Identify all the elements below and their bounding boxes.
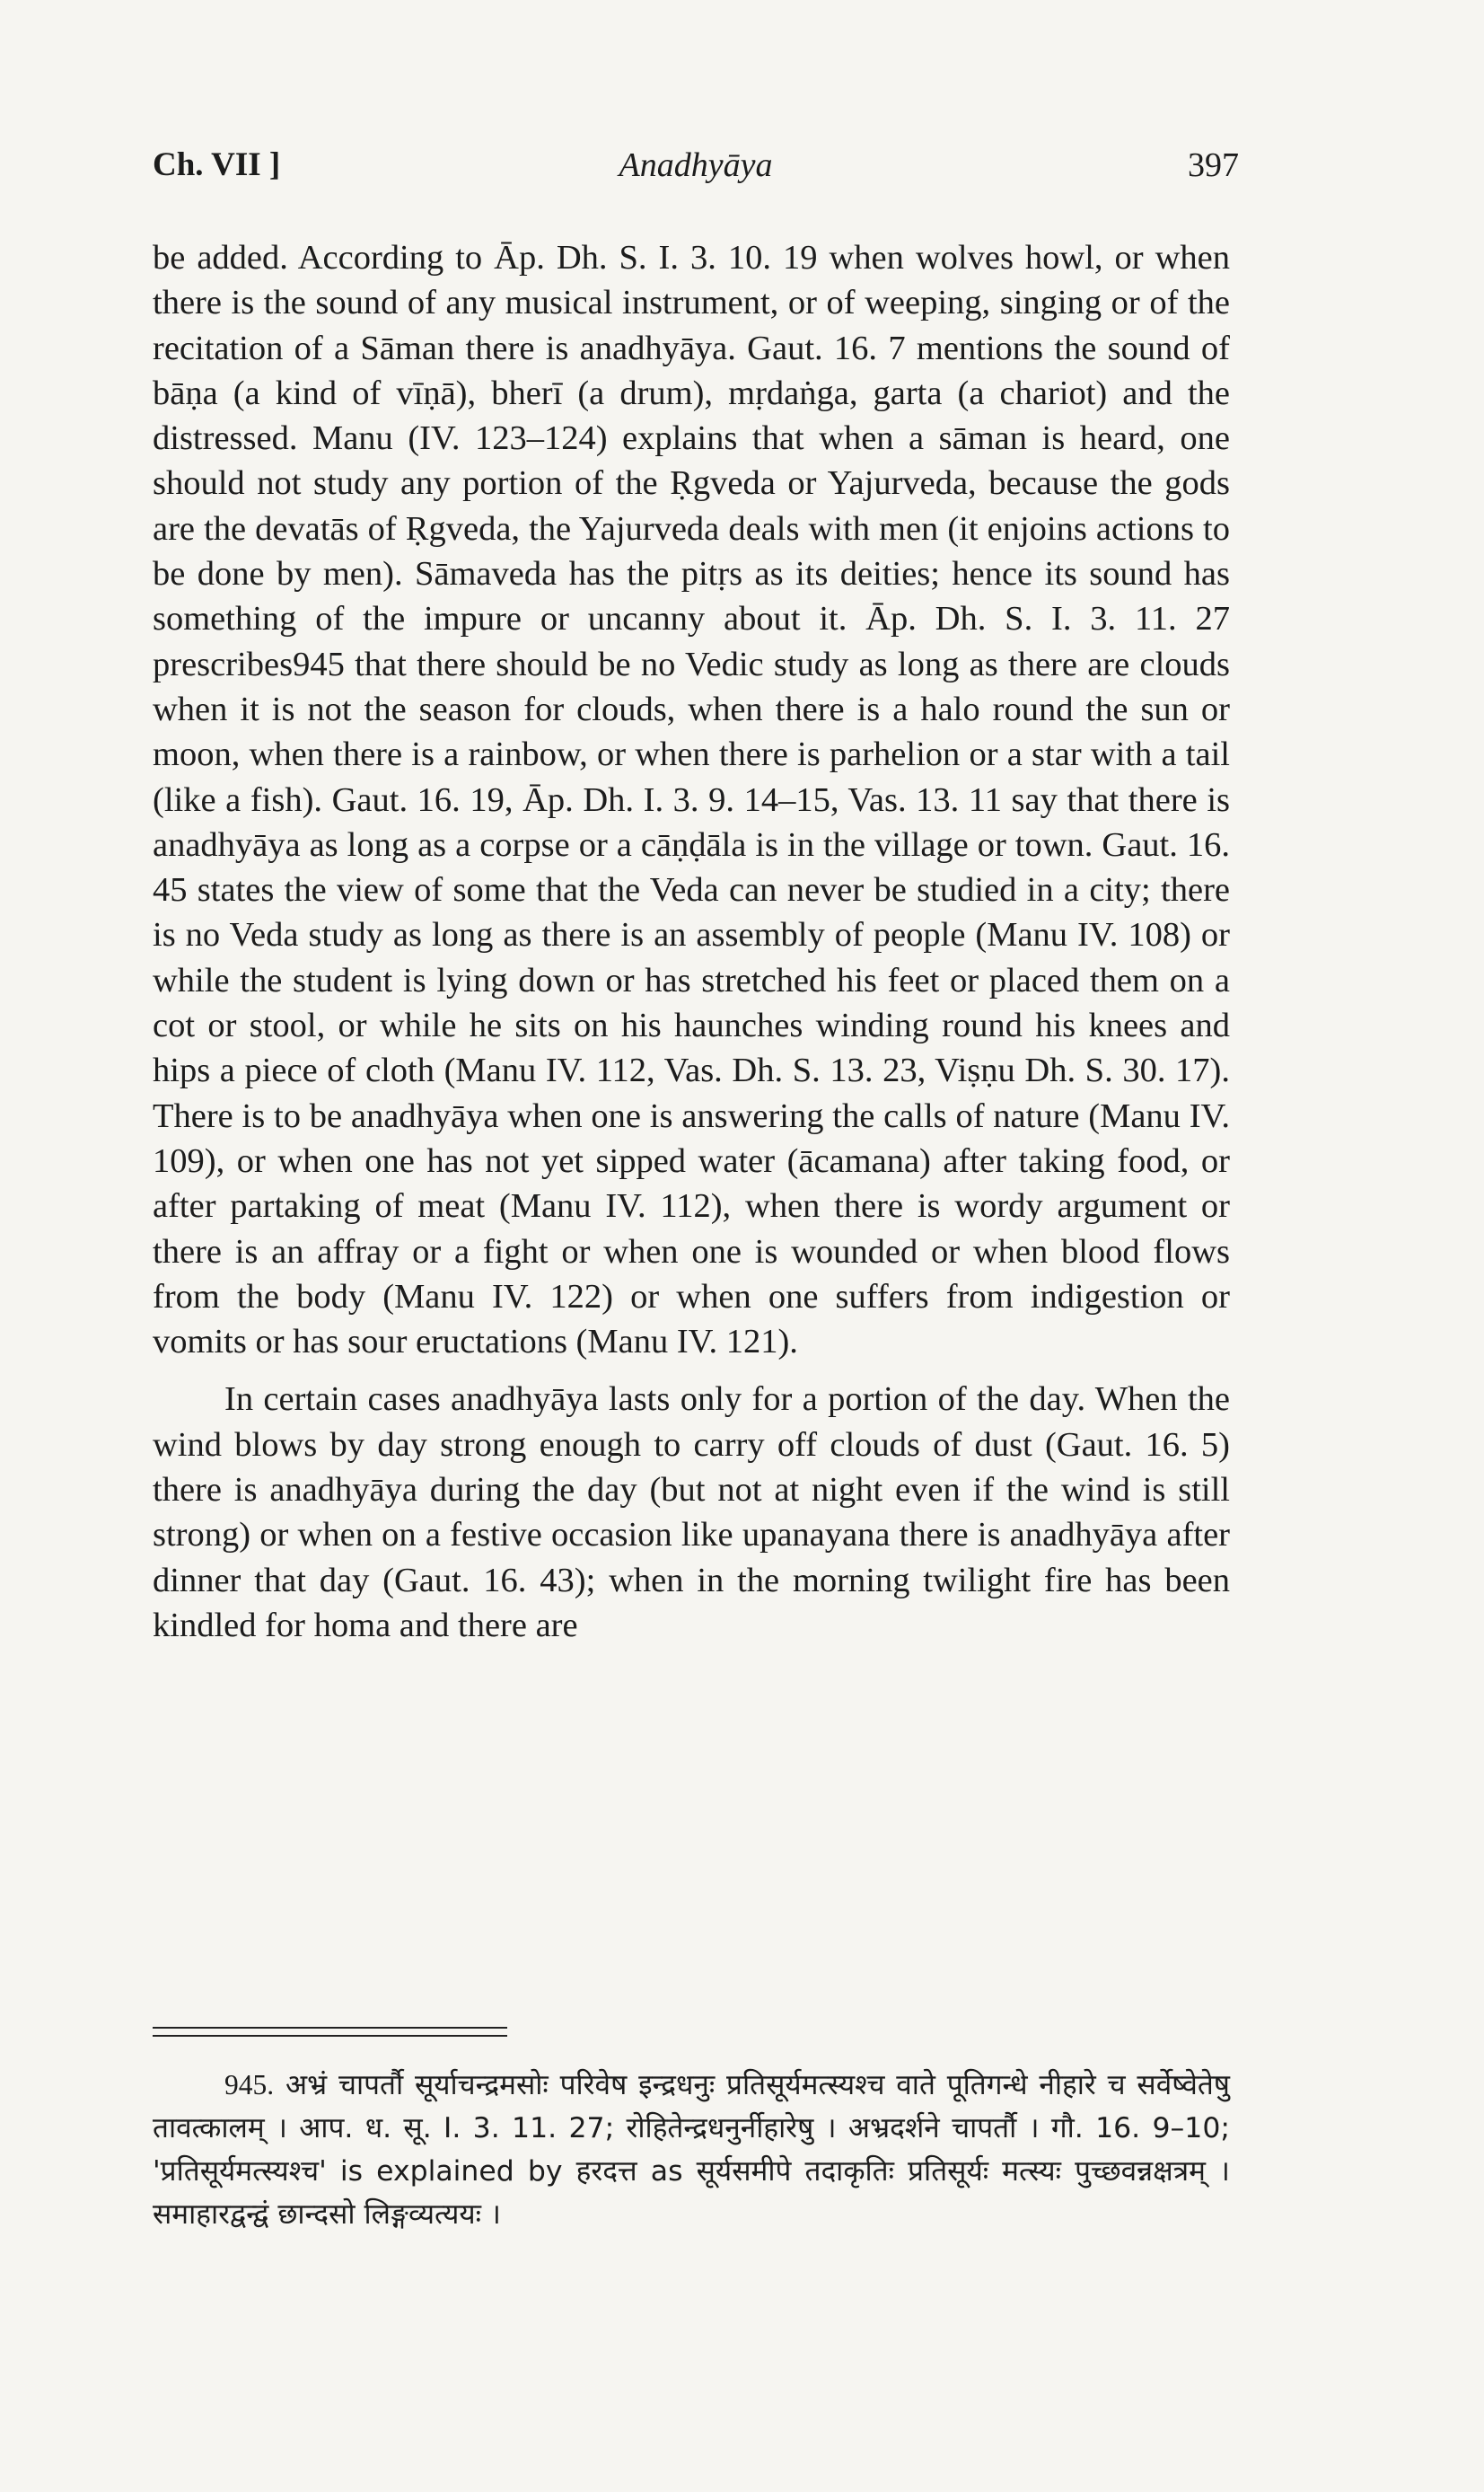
footnote-text: अभ्रं चापर्तौ सूर्याचन्द्रमसोः परिवेष इन्द्रधनुः प्रतिसूर्यमत्स्यश्च वाते पूतिगन्धे नीहारे च सर्वेष्वेतेषु तावत्कालम् । आप. ध. सू. I. 3. 11. 27; रोहितेन्द्रधनुर्नीहारेषु । अभ्रदर्शने चापर्तौ । गौ. 16. 9–10; 'प्रतिसूर्यमत्स्यश्च' is explained by हरदत्त as सूर्यसमीपे तदाकृतिः प्रतिसूर्यः मत्स्यः पुच्छवन्नक्षत्रम् । समाहारद्वन्द्वं छान्दसो लिङ्गव्यत्ययः । xyxy=(153,2069,1231,2231)
footnote-divider xyxy=(153,2027,507,2037)
main-text xyxy=(153,235,1230,1648)
paragraph: In certain cases anadhyāya lasts only for a portion of the day. When the wind blows by day strong enough to carry off clouds of dust (Gaut. 16. 5) there is anadhyāya during the day (but not at night even if the wind is still strong) or when on a festive occasion like upanayana there is anadhyāya after dinner that day (Gaut. 16. 43); when in the morning twilight fire has been kindled for homa and there are xyxy=(153,1380,1230,1644)
footnote xyxy=(153,2064,1230,2236)
chapter-label: Ch. VII ] xyxy=(153,146,281,183)
footnote-number: 945. xyxy=(224,2069,275,2100)
running-title: Anadhyāya xyxy=(619,146,773,184)
page-header xyxy=(153,145,1239,208)
page-number: 397 xyxy=(1188,146,1239,184)
paragraph: be added. According to Āp. Dh. S. I. 3. 10. 19 when wolves howl, or when there is the sound of any musical instrument, or of weeping, singing or of the recitation of a Sāman there is anadhyāya. Gaut. 16. 7 mentions the sound of bāṇa (a kind of vīṇā), bherī (a drum), mṛdaṅga, garta (a chariot) and the distressed. Manu (IV. 123–124) explains that when a sāman is heard, one should not study any portion of the Ṛgveda or Yajurveda, because the gods are the devatās of Ṛgveda, the Yajurveda deals with men (it enjoins actions to be done by men). Sāmaveda has the pitṛs as its deities; hence its sound has something of the impure or uncanny about it. Āp. Dh. S. I. 3. 11. 27 prescribes945 that there should be no Vedic study as long as there are clouds when it is not the season for clouds, when there is a halo round the sun or moon, when there is a rainbow, or when there is parhelion or a star with a tail (like a fish). Gaut. 16. 19, Āp. Dh. I. 3. 9. 14–15, Vas. 13. 11 say that there is anadhyāya as long as a corpse or a cāṇḍāla is in the village or town. Gaut. 16. 45 states the view of some that the Veda can never be studied in a city; there is no Veda study as long as there is an assembly of people (Manu IV. 108) or while the student is lying down or has stretched his feet or placed them on a cot or stool, or while he sits on his haunches winding round his knees and hips a piece of cloth (Manu IV. 112, Vas. Dh. S. 13. 23, Viṣṇu Dh. S. 30. 17). There is to be anadhyāya when one is answering the calls of nature (Manu IV. 109), or when one has not yet sipped water (ācamana) after taking food, or after partaking of meat (Manu IV. 112), when there is wordy argument or there is an affray or a fight or when one is wounded or when blood flows from the body (Manu IV. 122) or when one suffers from indigestion or vomits or has sour eructations (Manu IV. 121). xyxy=(153,239,1230,1361)
